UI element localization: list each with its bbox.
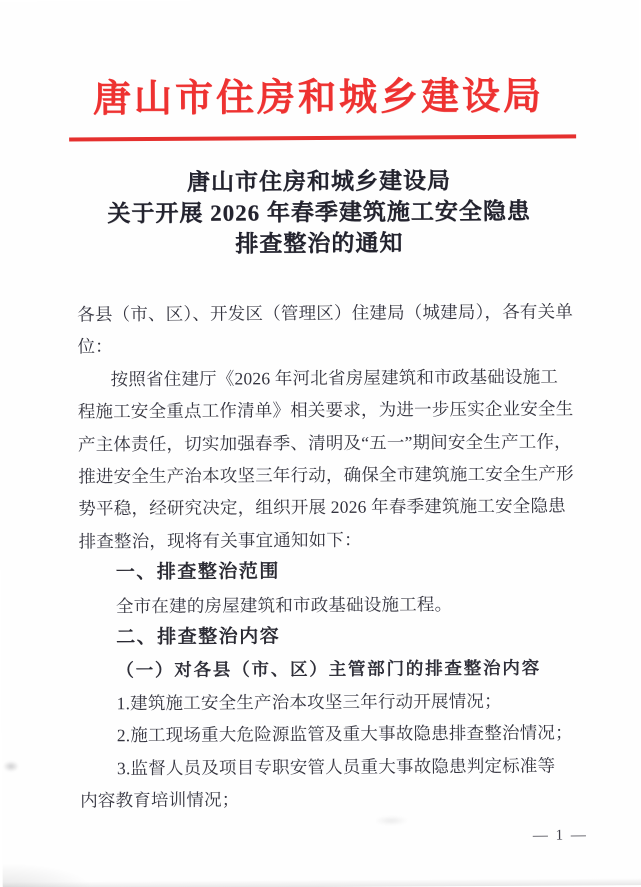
numbered-item-2: 2.施工现场重大危险源监管及重大事故隐患排查整治情况； — [116, 722, 573, 746]
title-line-2: 关于开展 2026 年春季建筑施工安全隐患 — [107, 198, 531, 227]
paragraph-line: 全市在建的房屋建筑和市政基础设施工程。 — [115, 593, 453, 616]
subsection-heading: （一）对各县（市、区）主管部门的排查整治内容 — [116, 658, 542, 681]
paragraph-line: 按照省住建厅《2026 年河北省房屋建筑和市政基础设施工 — [110, 366, 559, 390]
scan-smudge — [374, 815, 408, 825]
paragraph-line: 产主体责任，切实加强春季、清明及“五一”期间安全生产工作， — [77, 431, 572, 455]
scan-edge-shadow — [3, 878, 641, 887]
section-heading-2: 二、排查整治内容 — [116, 626, 281, 649]
paragraph-line: 排查整治，现将有关事宜通知如下： — [78, 529, 362, 552]
paragraph-line: 推进安全生产治本攻坚三年行动，确保全市建筑施工安全生产形 — [78, 463, 574, 487]
title-line-3: 排查整治的通知 — [235, 230, 404, 257]
document-body — [77, 295, 580, 817]
section-heading-1: 一、排查整治范围 — [115, 561, 280, 584]
numbered-item-3: 3.监督人员及项目专职安管人员重大事故隐患判定标准等 — [116, 755, 556, 778]
page-number: — 1 — — [532, 827, 588, 844]
title-line-1: 唐山市住房和城乡建设局 — [186, 168, 451, 195]
numbered-item-1: 1.建筑施工安全生产治本攻坚三年行动开展情况； — [116, 690, 502, 714]
numbered-item-3-continued: 内容教育培训情况； — [80, 789, 240, 811]
letterhead-org-name: 唐山市住房和城乡建设局 — [92, 75, 545, 121]
scan-smudge — [3, 761, 19, 772]
salutation-line: 各县（市、区）、开发区（管理区）住建局（城建局），各有关单 — [77, 301, 574, 325]
document-title — [0, 164, 640, 261]
salutation-line: 位： — [77, 336, 113, 357]
paragraph-line: 程施工安全重点工作清单》相关要求，为进一步压实企业安全生 — [77, 398, 574, 422]
letterhead-red-rule — [69, 134, 576, 141]
paragraph-line: 势平稳，经研究决定，组织开展 2026 年春季建筑施工安全隐患 — [78, 495, 566, 519]
